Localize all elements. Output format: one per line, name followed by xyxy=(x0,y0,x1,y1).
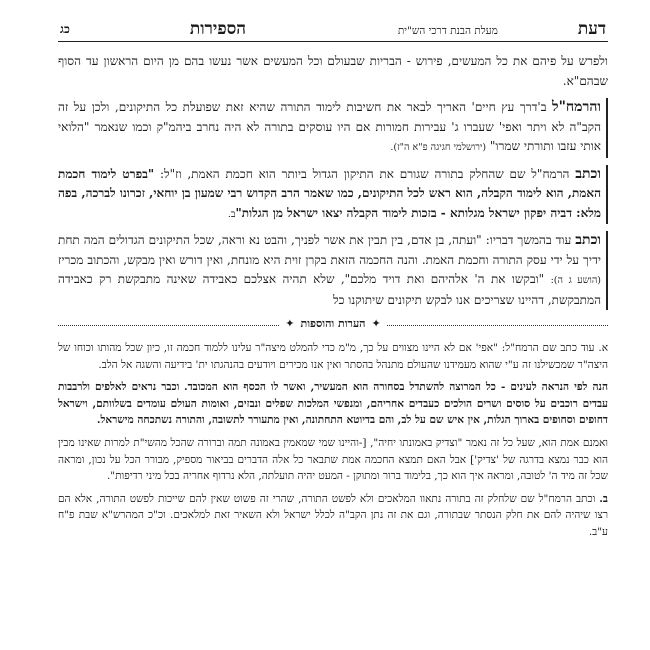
paragraph-3-quote: "בפרט לימוד חכמת האמת, הוא לימוד הקבלה, הוא ראש לכל התיקונים, כמו שאמר הרב הקדוש רבי שמעון בן יוחאי, זכרונו לברכה, בפה מלא: דביה יפקון ישראל מגלותא - בזכות לימוד הקבלה יצאו ישראל מן הגלות" xyxy=(58,166,601,220)
paragraph-4-reference: (הושע ג ה): xyxy=(550,275,601,286)
paragraph-4-lead: וכתב xyxy=(575,232,601,248)
page-number: כג xyxy=(60,22,70,36)
note-1-continuation-text: ואמנם אמת הוא, שעל כל זה נאמר "וצדיק באמונתו יחיה", [-והיינו שמי שמאמין באמונה תמה וברורה שהכל מהשי"ת למרות שאינו מבין הוא כבר נמצא בדרגה של 'צדיק'] אבל האם תמצא החכמה אמת שתבאר כל אלה הדברים בביאור מספיק, מבורר הכל על נכון, ומראה שכל זה מיד ה' לטובה, ומראה איך הוא כך, בלימוד ברור ומתוקן - המעט יהיה תועלתה, הלא נרדוף אחריה בכל מיני רדיפות". xyxy=(58,436,608,483)
note-1-text: א. עוד כתב שם הרמח"ל: "אפי' אם לא היינו מצווים על כך, מ"מ כדי להמלט מיצה"ר עלינו ללמוד חכמה זו, כיון שכל מהותו וכוחו של היצה"ר שמכשילנו זה ע"י שהוא מעמידנו שהעולם מתנהל בהסתר ואין אנו מכירים ויודעים בהנהגתו ית' בידיעה והשגה אל הלב. xyxy=(58,342,608,371)
paragraph-3 xyxy=(58,165,608,225)
ornament-icon: ✦ xyxy=(371,317,381,330)
note-2 xyxy=(58,491,608,541)
footnotes xyxy=(58,340,608,541)
paragraph-4-text-continued: "ובקשו את ה' אלהיהם ואת דויד מלכם", שלא תהיה אצלכם כאבידה שאינה מתבקשת רק כאבידה המתבקשת, דהיינו שצריכים אנו לבקש תיקונים שיתוקנו כל xyxy=(58,272,601,307)
paragraph-4 xyxy=(58,231,608,310)
divider-dots-left xyxy=(58,325,279,326)
chapter-subtitle: מעלת הבנת דרכי הש"ית xyxy=(397,24,498,37)
paragraph-3-text: הרמח"ל שם שהחלק בתורה שגורם את התיקון הגדול ביותר הוא חכמת האמת, וז"ל: xyxy=(159,166,570,181)
paragraph-4-text: עוד בהמשך דבריו: "ועתה, בן אדם, בין תבין את אשר לפניך, והבט נא וראה, שכל התיקונים הגדולים המה תחת ידיך על ידי עסק התורה וחכמת האמת. והנה החכמה הזאת בקרן זוית היא מונחת, ואין דורש ואין מבקש, והכתוב מכריז xyxy=(58,233,601,267)
section-title: דעת xyxy=(577,19,606,39)
note-1-quote-text: וכבר נראים לאלפים ולרבבות עבדים רוכבים על סוסים ושרים הולכים כעבדים אחריהם, ומנפשי המלכות שפלים ונבזים, ואומות העולם עומדים בשלוותם, וישראל דחופים וסחופים בארוך הגלות, אין איש שם על לב, והם בדיוטא התחתונה, ואין מתעורר לתשובה, והתורה נשתכחה מישראל. xyxy=(58,381,608,427)
paragraph-2-reference: (ירושלמי חגיגה פ"א ה"ז). xyxy=(390,142,487,153)
note-1-continuation xyxy=(58,435,608,485)
running-head-right xyxy=(398,21,606,38)
divider-dots-right xyxy=(387,325,608,326)
book-page xyxy=(58,10,608,640)
paragraph-3-lead: וכתב xyxy=(575,165,601,182)
running-head-left xyxy=(60,21,246,38)
paragraph-3-note-marker: ב. xyxy=(227,208,236,220)
book-title: הספירות xyxy=(189,19,247,39)
note-2-marker: ב. xyxy=(599,492,608,505)
main-text xyxy=(58,52,608,310)
note-1-quote xyxy=(58,379,608,429)
note-2-text: וכתב הרמח"ל שם שלחלק זה בתורה נתאוו המלאכים ולא לפשט התורה, שהרי זה פשוט שאין להם שייכות לפשט התורה, אלא הם רצו שיהיה להם את חלק הנסתר שבתורה, וגם את זה נתן הקב"ה לכלל ישראל ולא השאיר זאת למלאכים. וכ"כ המהרש"א שבת פ"ח ע"ב. xyxy=(58,492,608,538)
paragraph-2 xyxy=(58,98,608,158)
running-head xyxy=(58,10,608,42)
note-1-quote-lead: הנה לפי הנראה לעינים - כל המרוצה להשתדל בסחורה הוא המעשיר, ואשר לו הכסף הוא המכובד. xyxy=(183,381,608,394)
paragraph-1-text: ולפרש על פיהם את כל המעשים, פירוש - הבריות שבעולם וכל המעשים אשר נעשו בהם מן היום הראשון עד הסוף שבהם"א. xyxy=(58,54,608,88)
ornament-icon: ✦ xyxy=(285,317,295,330)
paragraph-2-lead: והרמח"ל xyxy=(552,99,601,115)
paragraph-2-text: ב'דרך עץ חיים' האריך לבאר את חשיבות לימוד התורה שהיא זאת שפועלת כל התיקונים, ולכן על זה הקב"ה לא ויתר ואפי' שעברו ג' עבירות חמורות אם היו עוסקים בתורה לא היה נחרב ביהמ"ק וכמו שנאמר "הלואי אותי עזבו ותורתי שמרו" xyxy=(58,100,601,153)
notes-heading: הערות והוספות xyxy=(300,317,366,330)
paragraph-1 xyxy=(58,52,608,91)
note-1 xyxy=(58,340,608,373)
notes-divider xyxy=(58,317,608,330)
